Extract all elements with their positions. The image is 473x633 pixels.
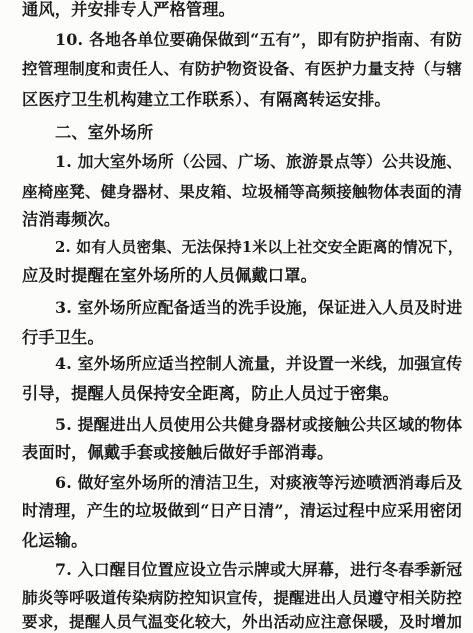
text-line-21: 肺炎等呼吸道传染病防控知识宣传，提醒进出人员遵守相关防控	[22, 588, 463, 607]
text-line-2: 10. 各地各单位要确保做到“五有”，即有防护指南、有防	[55, 30, 463, 49]
text-line-6: 1. 加大室外场所（公园、广场、旅游景点等）公共设施、	[55, 152, 463, 171]
text-line-19: 化运输。	[22, 531, 88, 550]
text-line-12: 行手卫生。	[22, 328, 104, 347]
text-line-9: 2. 如有人员密集、无法保持1米以上社交安全距离的情况下，	[55, 238, 463, 256]
text-line-20: 7. 入口醒目位置应设立告示牌或大屏幕，进行冬春季新冠	[55, 560, 463, 579]
text-line-14: 引导，提醒人员保持安全距离，防止人员过于密集。	[22, 384, 399, 403]
text-line-22: 要求，提醒人员气温变化较大，外出活动应注意保暖，及时增加	[22, 612, 463, 631]
text-line-7: 座椅座凳、健身器材、果皮箱、垃圾桶等高频接触物体表面的清	[22, 182, 463, 201]
text-line-11: 3. 室外场所应配备适当的洗手设施，保证进入人员及时进	[55, 298, 463, 317]
text-line-16: 表面时，佩戴手套或接触后做好手部消毒。	[22, 443, 334, 462]
section-heading: 二、室外场所	[55, 123, 154, 142]
text-line-15: 5. 提醒进出人员使用公共健身器材或接触公共区域的物体	[55, 415, 463, 434]
text-line-18: 时清理，产生的垃圾做到“日产日清”，清运过程中应采用密闭	[22, 501, 463, 520]
text-line-10: 应及时提醒在室外场所的人员佩戴口罩。	[22, 266, 317, 285]
text-line-17: 6. 做好室外场所的清洁卫生，对痰液等污迹喷洒消毒后及	[55, 473, 463, 492]
text-line-3: 控管理制度和责任人、有防护物资设备、有医护力量支持（与辖	[22, 59, 463, 78]
text-line-4: 区医疗卫生机构建立工作联系）、有隔离转运安排。	[22, 90, 391, 109]
text-line-1: 通风，并安排专人严格管理。	[22, 0, 236, 19]
text-line-8: 洁消毒频次。	[22, 210, 121, 229]
text-line-13: 4. 室外场所应适当控制人流量，并设置一米线，加强宣传	[55, 354, 463, 373]
